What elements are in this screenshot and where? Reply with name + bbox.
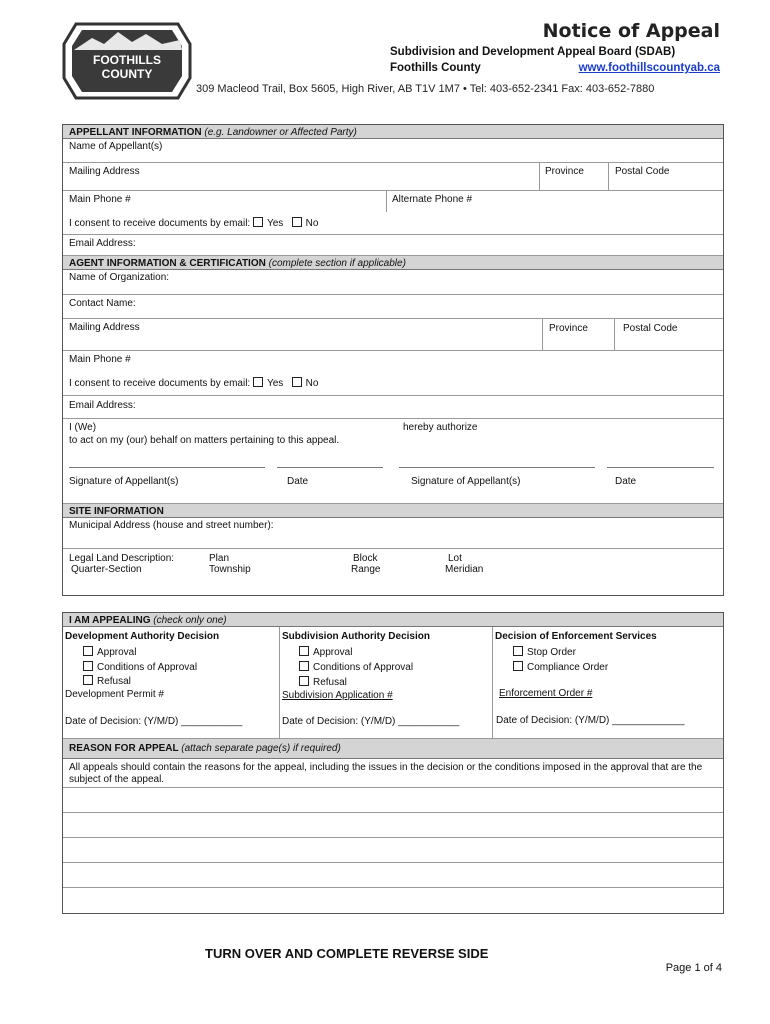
- date2-label: Date: [615, 476, 637, 487]
- agent-consent-yes-checkbox[interactable]: [253, 377, 263, 387]
- agent-email-label: Email Address:: [69, 400, 136, 411]
- agent-org-field[interactable]: [63, 270, 723, 295]
- dev-option-refusal[interactable]: Refusal: [83, 675, 131, 687]
- website-link[interactable]: www.foothillscountyab.ca: [578, 62, 720, 74]
- checkbox-icon[interactable]: [513, 661, 523, 671]
- act-on-behalf-text: to act on my (our) behalf on matters pertaining to this appeal.: [69, 435, 340, 446]
- form-section-bottom: [62, 612, 724, 914]
- svg-text:COUNTY: COUNTY: [101, 67, 153, 81]
- agent-mailing-row: [63, 319, 723, 351]
- checkbox-icon[interactable]: [299, 646, 309, 656]
- sub-option-approval[interactable]: Approval: [299, 646, 352, 658]
- signature-line-1[interactable]: [69, 467, 265, 468]
- email-label: Email Address:: [69, 238, 136, 249]
- dev-option-approval[interactable]: Approval: [83, 646, 136, 658]
- appellant-name-label: Name of Appellant(s): [69, 141, 163, 152]
- agent-heading: AGENT INFORMATION & CERTIFICATION (complete section if applicable): [63, 256, 723, 270]
- reason-heading: REASON FOR APPEAL (attach separate page(s) if required): [63, 739, 723, 759]
- appellant-heading: APPELLANT INFORMATION (e.g. Landowner or Affected Party): [63, 125, 723, 139]
- foothills-county-logo: [62, 20, 192, 102]
- county-name: Foothills County: [390, 62, 481, 74]
- appellant-name-field[interactable]: [63, 139, 723, 163]
- enf-date-label: Date of Decision: (Y/M/D) _____________: [496, 715, 685, 726]
- sig1-label: Signature of Appellant(s): [69, 476, 179, 487]
- checkbox-icon[interactable]: [83, 661, 93, 671]
- dev-authority-title: Development Authority Decision: [65, 631, 220, 642]
- postal-code-label: Postal Code: [615, 166, 670, 177]
- legal-land-row: [63, 549, 723, 595]
- appealing-heading: I AM APPEALING (check only one): [63, 613, 723, 627]
- range-label: Range: [351, 564, 381, 575]
- enf-title: Decision of Enforcement Services: [495, 631, 657, 642]
- contact-label: Contact Name:: [69, 298, 136, 309]
- agent-phone-row: [63, 351, 723, 396]
- checkbox-icon[interactable]: [299, 661, 309, 671]
- form-section-top: [62, 124, 724, 596]
- reason-line[interactable]: [63, 813, 723, 838]
- meridian-label: Meridian: [445, 564, 484, 575]
- date1-label: Date: [287, 476, 309, 487]
- sig2-label: Signature of Appellant(s): [411, 476, 521, 487]
- checkbox-icon[interactable]: [83, 675, 93, 685]
- checkbox-icon[interactable]: [83, 646, 93, 656]
- appeal-type-row: [63, 627, 723, 739]
- checkbox-icon[interactable]: [299, 676, 309, 686]
- municipal-address-field[interactable]: [63, 518, 723, 549]
- agent-postal-label: Postal Code: [623, 323, 678, 334]
- agent-consent-no-checkbox[interactable]: [292, 377, 302, 387]
- reason-line[interactable]: [63, 863, 723, 888]
- main-phone-label: Main Phone #: [69, 194, 131, 205]
- township-label: Township: [209, 564, 251, 575]
- enf-option-stop[interactable]: Stop Order: [513, 646, 576, 658]
- appellant-email-field[interactable]: [63, 235, 723, 256]
- checkbox-icon[interactable]: [513, 646, 523, 656]
- consent-no-checkbox[interactable]: [292, 217, 302, 227]
- i-we-label: I (We): [69, 422, 97, 433]
- plan-label: Plan: [209, 553, 230, 564]
- sub-date-label: Date of Decision: (Y/M/D) ___________: [282, 716, 460, 727]
- legal-label: Legal Land Description:: [69, 553, 175, 564]
- page-title: Notice of Appeal: [542, 20, 720, 42]
- site-heading: SITE INFORMATION: [63, 504, 723, 518]
- lot-label: Lot: [448, 553, 462, 564]
- quarter-label: Quarter-Section: [71, 564, 142, 575]
- province-label: Province: [545, 166, 584, 177]
- date-line-2[interactable]: [607, 467, 714, 468]
- sub-option-refusal[interactable]: Refusal: [299, 676, 347, 688]
- reason-line[interactable]: [63, 838, 723, 863]
- enf-order-label: Enforcement Order #: [499, 688, 593, 699]
- page-number: Page 1 of 4: [665, 962, 722, 974]
- municipal-label: Municipal Address (house and street number):: [69, 520, 274, 531]
- svg-text:FOOTHILLS: FOOTHILLS: [93, 53, 161, 67]
- agent-email-field[interactable]: [63, 396, 723, 419]
- sub-app-label: Subdivision Application #: [282, 690, 393, 701]
- block-label: Block: [353, 553, 378, 564]
- reason-line[interactable]: [63, 788, 723, 813]
- signature-line-2[interactable]: [399, 467, 595, 468]
- date-line-1[interactable]: [277, 467, 383, 468]
- agent-province-label: Province: [549, 323, 588, 334]
- mailing-label: Mailing Address: [69, 166, 140, 177]
- appellant-mailing-row: [63, 163, 723, 191]
- authorize-label: hereby authorize: [403, 422, 478, 433]
- agent-phone-label: Main Phone #: [69, 354, 131, 365]
- reason-instructions: All appeals should contain the reasons for the appeal, including the issues in the decision or the conditions imposed in the approval that are the subject of the appeal.: [63, 759, 723, 788]
- agent-contact-field[interactable]: [63, 295, 723, 319]
- board-name: Subdivision and Development Appeal Board (SDAB): [390, 46, 676, 58]
- agent-mailing-label: Mailing Address: [69, 322, 140, 333]
- appellant-phone-row: [63, 191, 723, 235]
- dev-option-conditions[interactable]: Conditions of Approval: [83, 661, 197, 673]
- reason-line[interactable]: [63, 888, 723, 913]
- contact-address: 309 Macleod Trail, Box 5605, High River, AB T1V 1M7 • Tel: 403-652-2341 Fax: 403-652-7880: [196, 83, 655, 95]
- turn-over-note: TURN OVER AND COMPLETE REVERSE SIDE: [205, 946, 489, 961]
- email-consent: I consent to receive documents by email: Yes No: [69, 218, 319, 229]
- sub-authority-title: Subdivision Authority Decision: [282, 631, 430, 642]
- dev-permit-label: Development Permit #: [65, 689, 164, 700]
- authorization-block: [63, 419, 723, 504]
- org-label: Name of Organization:: [69, 272, 170, 283]
- enf-option-compliance[interactable]: Compliance Order: [513, 661, 608, 673]
- sub-option-conditions[interactable]: Conditions of Approval: [299, 661, 413, 673]
- alt-phone-label: Alternate Phone #: [392, 194, 473, 205]
- consent-yes-checkbox[interactable]: [253, 217, 263, 227]
- agent-email-consent: I consent to receive documents by email: Yes No: [69, 378, 319, 389]
- dev-date-label: Date of Decision: (Y/M/D) ___________: [65, 716, 243, 727]
